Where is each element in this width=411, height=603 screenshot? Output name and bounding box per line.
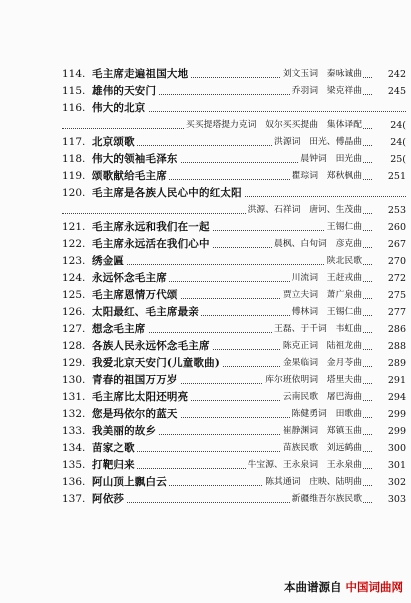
- entry-title: 各族人民永远怀念毛主席: [92, 338, 212, 355]
- toc-entry: [62, 338, 406, 355]
- toc-entry: [62, 355, 406, 372]
- toc-entry: [62, 83, 406, 100]
- entry-credit: 王磊、于千词 韦虹曲: [272, 321, 362, 338]
- entry-page-number: 253: [372, 202, 406, 219]
- entry-title: 我爱北京天安门(儿童歌曲): [92, 355, 222, 372]
- toc-entry: [62, 219, 406, 236]
- entry-number: 118.: [62, 151, 94, 168]
- entry-number: 126.: [62, 304, 94, 321]
- entry-credit: 新疆维吾尔族民歌: [290, 491, 362, 508]
- entry-page-number: 303: [372, 491, 406, 508]
- entry-title: 苗家之歌: [92, 440, 137, 457]
- toc-entry: [62, 287, 406, 304]
- entry-page-number: 242: [372, 66, 406, 83]
- entry-page-number: 302: [372, 474, 406, 491]
- entry-number: 115.: [62, 83, 94, 100]
- entry-title: 阿山顶上飘白云: [92, 474, 169, 491]
- entry-page-number: 277: [372, 304, 406, 321]
- entry-number: 137.: [62, 491, 94, 508]
- entry-number: 119.: [62, 168, 94, 185]
- entry-title: 毛主席走遍祖国大地: [92, 66, 190, 83]
- entry-title: 我美丽的故乡: [92, 423, 158, 440]
- entry-credit: 傅林词 王锡仁曲: [290, 304, 362, 321]
- entry-title: 打靶归来: [92, 457, 137, 474]
- entry-page-number: 289: [372, 355, 406, 372]
- entry-credit: 金果临词 金月苓曲: [281, 355, 362, 372]
- toc-entry: [62, 134, 406, 151]
- toc-entry: [62, 423, 406, 440]
- toc-entry: [62, 406, 406, 423]
- entry-credit: 晨枫、白旬词 彦克曲: [272, 236, 362, 253]
- entry-number: 132.: [62, 406, 94, 423]
- toc-entry: [62, 185, 406, 202]
- entry-page-number: 24(: [372, 134, 406, 151]
- entry-title: 毛主席是各族人民心中的红太阳: [92, 185, 244, 202]
- entry-credit: 牛宝源、王永泉词 王永泉曲: [246, 457, 362, 474]
- entry-credit: 云南民歌 屠巴海曲: [281, 389, 362, 406]
- entry-title: 雄伟的天安门: [92, 83, 158, 100]
- entry-credit: 刘文玉词 秦咏诚曲: [281, 66, 362, 83]
- entry-page-number: 294: [372, 389, 406, 406]
- entry-credit: 库尔班依明词 塔里夫曲: [263, 372, 362, 389]
- entry-number: 136.: [62, 474, 94, 491]
- toc-entry: [62, 117, 406, 134]
- toc-entry: [62, 372, 406, 389]
- entry-title: 青春的祖国万万岁: [92, 372, 180, 389]
- entry-credit: 王锡仁曲: [325, 219, 362, 236]
- entry-page-number: 245: [372, 83, 406, 100]
- watermark-footer: [284, 579, 403, 595]
- toc-entry: [62, 66, 406, 83]
- entry-page-number: 272: [372, 270, 406, 287]
- toc-entry: [62, 440, 406, 457]
- entry-number: 125.: [62, 287, 94, 304]
- entry-title: 伟大的领袖毛泽东: [92, 151, 180, 168]
- toc-entry: [62, 457, 406, 474]
- entry-number: 123.: [62, 253, 94, 270]
- entry-number: 122.: [62, 236, 94, 253]
- entry-credit: 洪源词 田光、傅晶曲: [272, 134, 362, 151]
- toc-entry: [62, 202, 406, 219]
- entry-credit: 崔静渊词 郑镇玉曲: [281, 423, 362, 440]
- entry-title: 太阳最红、毛主席最亲: [92, 304, 201, 321]
- entry-title: 毛主席恩情万代颂: [92, 287, 180, 304]
- toc-entry: [62, 100, 406, 117]
- toc-entry: [62, 151, 406, 168]
- entry-title: 颂歌献给毛主席: [92, 168, 169, 185]
- entry-number: 135.: [62, 457, 94, 474]
- entry-page-number: 275: [372, 287, 406, 304]
- entry-credit: 瞿琮词 郑秋枫曲: [290, 168, 362, 185]
- entry-number: 120.: [62, 185, 94, 202]
- toc-entry: [62, 304, 406, 321]
- entry-number: 114.: [62, 66, 94, 83]
- entry-title: 毛主席比太阳还明亮: [92, 389, 190, 406]
- entry-number: 127.: [62, 321, 94, 338]
- entry-title: 您是玛依尔的蓝天: [92, 406, 180, 423]
- entry-credit: 苗族民歌 刘远鹤曲: [281, 440, 362, 457]
- entry-number: 128.: [62, 338, 94, 355]
- entry-credit: 买买提塔提力克词 奴尔买买提曲 集体译配: [184, 117, 362, 134]
- entry-number: 133.: [62, 423, 94, 440]
- footer-prefix: 本曲谱源自: [283, 580, 342, 594]
- entry-credit: 晨钟词 田光曲: [298, 151, 362, 168]
- entry-number: 117.: [62, 134, 94, 151]
- toc-entry: [62, 270, 406, 287]
- entry-title: 绣金匾: [92, 253, 126, 270]
- entry-page-number: 299: [372, 406, 406, 423]
- entry-title: 永远怀念毛主席: [92, 270, 169, 287]
- entry-page-number: 291: [372, 372, 406, 389]
- toc-entry: [62, 474, 406, 491]
- entry-credit: 陈其通词 庄映、陆明曲: [263, 474, 362, 491]
- toc-entry: [62, 321, 406, 338]
- entry-number: 131.: [62, 389, 94, 406]
- entry-page-number: 301: [372, 457, 406, 474]
- entry-credit: 川流词 王赶戎曲: [290, 270, 362, 287]
- entry-page-number: 251: [372, 168, 406, 185]
- entry-number: 124.: [62, 270, 94, 287]
- entry-credit: 乔羽词 梁克祥曲: [290, 83, 362, 100]
- entry-credit: 贾立夫词 萧广泉曲: [281, 287, 362, 304]
- entry-page-number: 25(: [372, 151, 406, 168]
- table-of-contents: [62, 66, 406, 508]
- toc-entry: [62, 236, 406, 253]
- footer-site: 中国词曲网: [345, 580, 403, 594]
- entry-title: 毛主席永远活在我们心中: [92, 236, 212, 253]
- entry-number: 116.: [62, 100, 94, 117]
- entry-page-number: 288: [372, 338, 406, 355]
- entry-page-number: 270: [372, 253, 406, 270]
- entry-page-number: 300: [372, 440, 406, 457]
- entry-credit: 陕北民歌: [325, 253, 362, 270]
- toc-entry: [62, 168, 406, 185]
- entry-number: 129.: [62, 355, 94, 372]
- entry-number: 134.: [62, 440, 94, 457]
- entry-page-number: 286: [372, 321, 406, 338]
- entry-title: 毛主席永远和我们在一起: [92, 219, 212, 236]
- entry-number: 130.: [62, 372, 94, 389]
- entry-page-number: 267: [372, 236, 406, 253]
- entry-title: 阿依莎: [92, 491, 126, 508]
- entry-page-number: 299: [372, 423, 406, 440]
- entry-title: 北京颂歌: [92, 134, 137, 151]
- entry-title: 伟大的北京: [92, 100, 148, 117]
- entry-page-number: 260: [372, 219, 406, 236]
- entry-number: 121.: [62, 219, 94, 236]
- entry-page-number: 24(: [372, 117, 406, 134]
- entry-credit: 陈健勇词 田歌曲: [290, 406, 362, 423]
- entry-credit: 洪源、石祥词 唐诃、生茂曲: [246, 202, 362, 219]
- toc-entry: [62, 491, 406, 508]
- toc-entry: [62, 253, 406, 270]
- entry-title: 想念毛主席: [92, 321, 148, 338]
- toc-entry: [62, 389, 406, 406]
- entry-credit: 陈克正词 陆祖龙曲: [281, 338, 362, 355]
